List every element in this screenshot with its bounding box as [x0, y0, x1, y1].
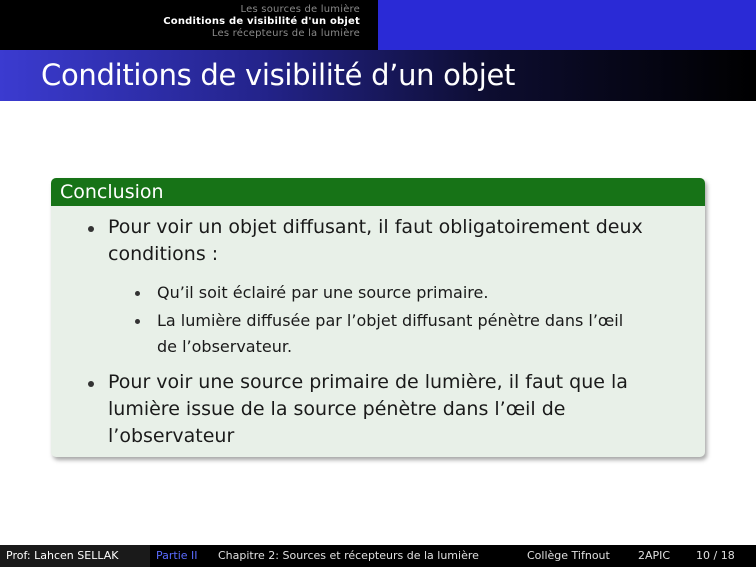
section-nav-panel [0, 0, 378, 50]
footer-author: Prof: Lahcen SELLAK [0, 545, 150, 567]
footer-class: 2APIC [638, 549, 671, 562]
item1-line1: Pour voir un objet diffusant, il faut obligatoirement deux [108, 216, 643, 238]
sub-bullet-icon [135, 291, 140, 296]
bullet-icon [88, 381, 94, 387]
title-bar [0, 50, 756, 101]
bullet-icon [88, 226, 94, 232]
section-list [163, 4, 360, 40]
sub-bullet-icon [135, 319, 140, 324]
sub-item2-line1: La lumière diffusée par l’objet diffusant pénètre dans l’œil [157, 311, 624, 330]
conclusion-block [51, 178, 705, 457]
item2-line3: l’observateur [108, 425, 235, 447]
footer-part[interactable]: Partie II [156, 549, 198, 562]
nav-item-visibility[interactable]: Conditions de visibilité d'un objet [163, 16, 360, 27]
nav-item-sources[interactable]: Les sources de lumière [240, 4, 360, 15]
item2-line2: lumière issue de la source pénètre dans l’œil de [108, 398, 566, 420]
item2-line1: Pour voir une source primaire de lumière, il faut que la [108, 371, 628, 393]
item1-line2: conditions : [108, 243, 219, 265]
block-heading: Conclusion [51, 178, 705, 206]
section-navigation [0, 0, 756, 50]
slide-title: Conditions de visibilité d’un objet [41, 58, 516, 92]
page-number: 10 / 18 [696, 549, 735, 562]
footer-chapter: Chapitre 2: Sources et récepteurs de la lumière [218, 549, 479, 562]
sub-item2-line2: de l’observateur. [157, 337, 293, 356]
sub-item1: Qu’il soit éclairé par une source primaire. [157, 283, 489, 302]
footer-school: Collège Tifnout [527, 549, 610, 562]
nav-item-receptors[interactable]: Les récepteurs de la lumière [211, 28, 360, 39]
footer-bar [0, 545, 756, 567]
footer-info [150, 545, 756, 567]
